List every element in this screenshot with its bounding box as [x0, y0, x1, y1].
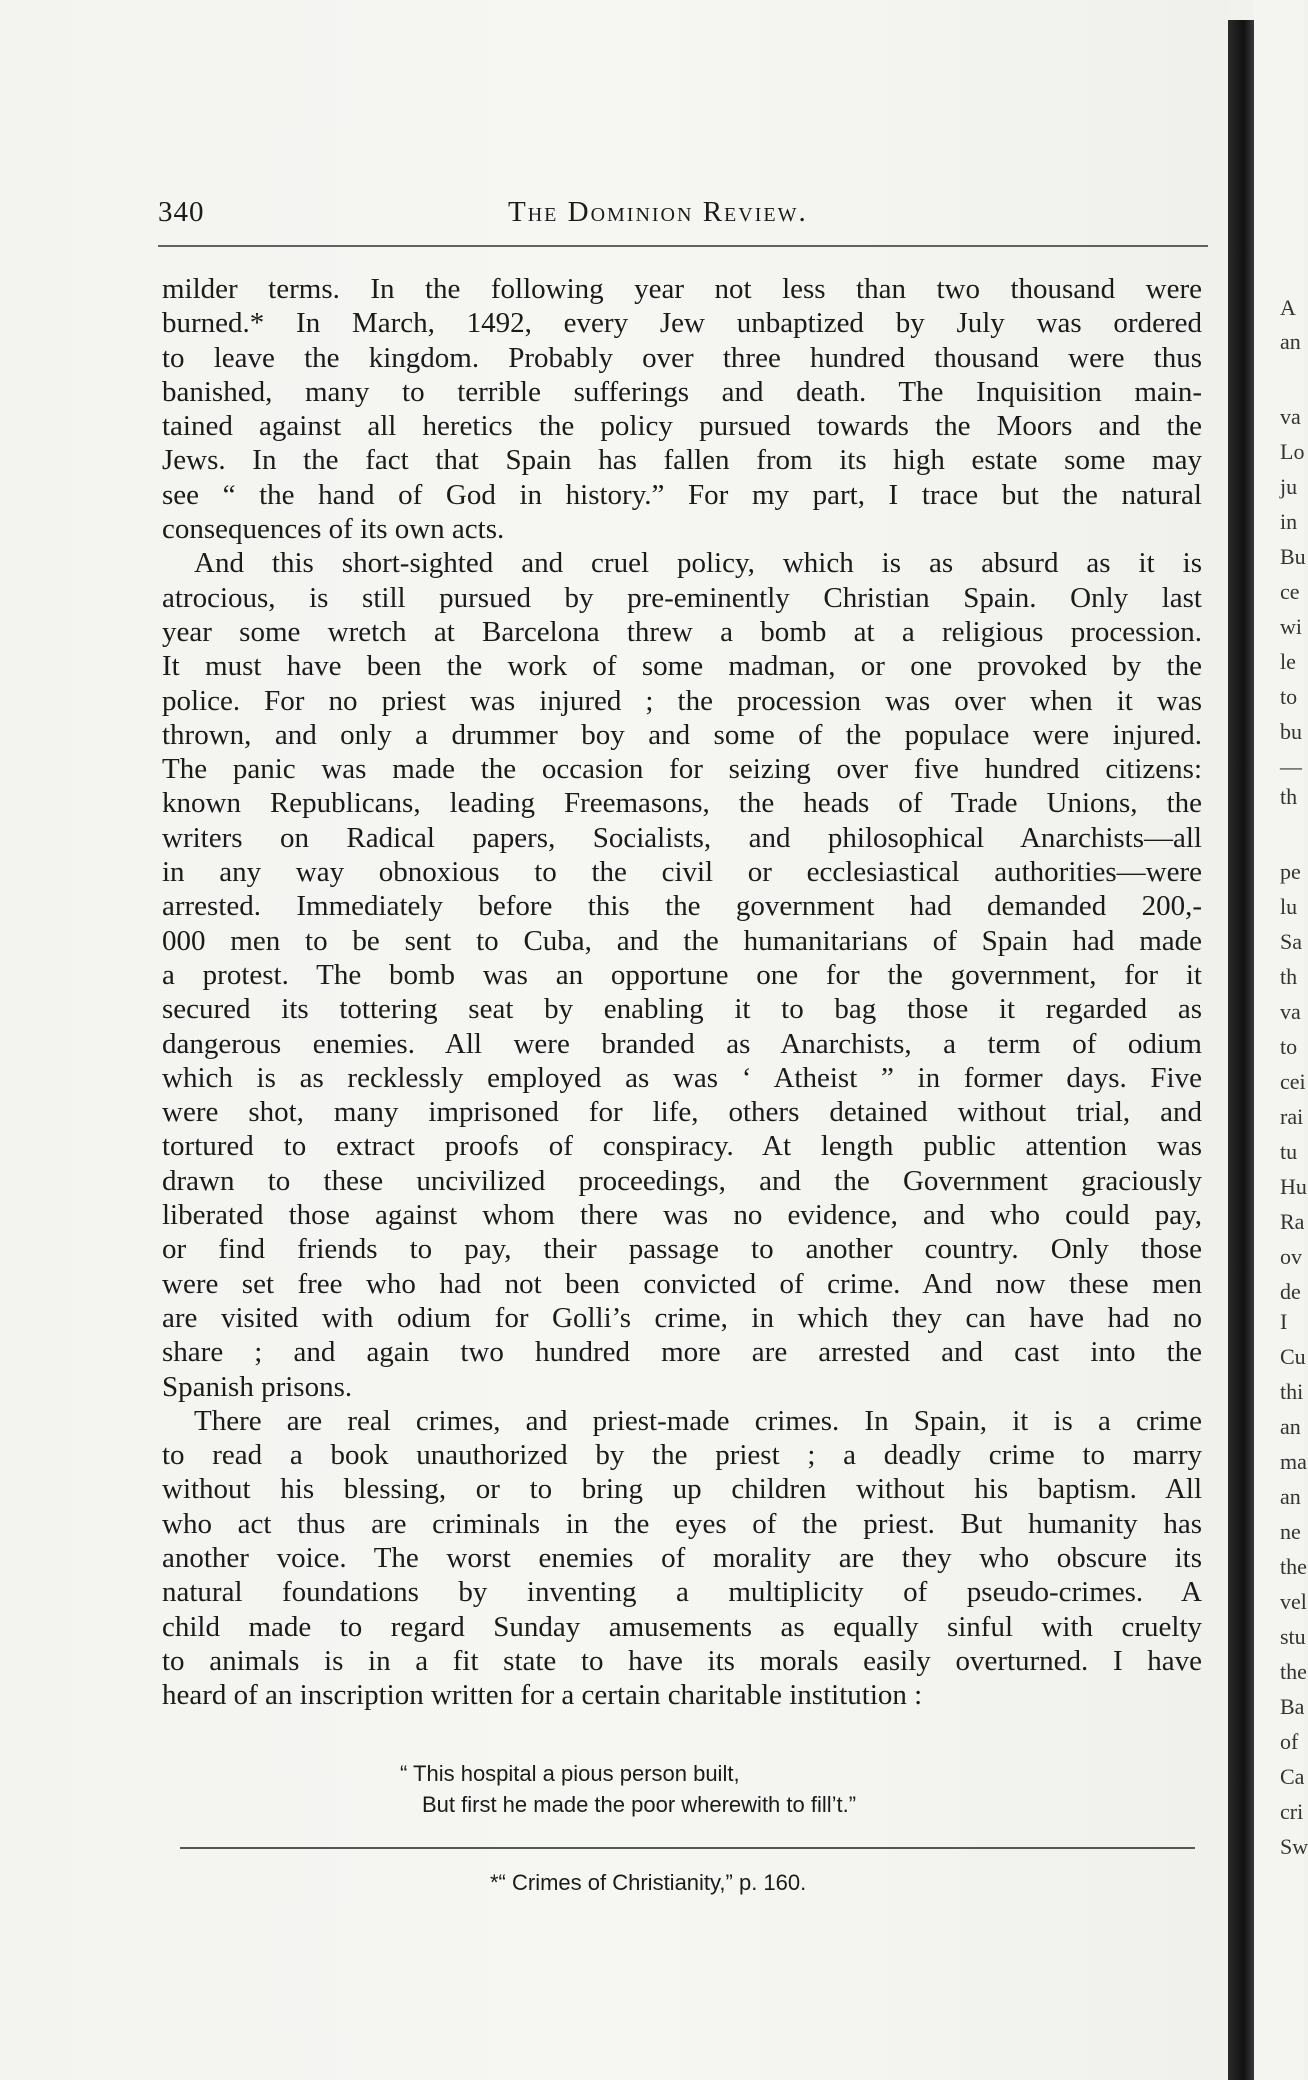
text-line: share ; and again two hundred more are arrested and cast into the — [162, 1336, 1202, 1369]
text-line: drawn to these uncivilized proceedings, and the Government graciously — [162, 1164, 1202, 1197]
text-line: tortured to extract proofs of conspiracy. At length public attention was — [162, 1130, 1202, 1163]
facing-fragment: va — [1280, 404, 1301, 429]
facing-fragment: Sw — [1280, 1834, 1308, 1859]
facing-fragment: Bu — [1280, 544, 1306, 569]
facing-fragment: ne — [1280, 1519, 1301, 1544]
facing-fragment: ov — [1280, 1244, 1302, 1269]
facing-fragment: cri — [1280, 1799, 1304, 1824]
text-line: another voice. The worst enemies of morality are they who obscure its — [162, 1541, 1202, 1574]
facing-fragment: pe — [1280, 859, 1301, 884]
facing-fragment: Ca — [1280, 1764, 1305, 1789]
facing-fragment: ma — [1280, 1449, 1307, 1474]
body-text — [162, 272, 1202, 1712]
header-rule — [158, 245, 1208, 247]
running-title: The Dominion Review. — [508, 196, 808, 228]
facing-fragment: I — [1280, 1309, 1288, 1334]
text-line: It must have been the work of some madman, or one provoked by the — [162, 650, 1202, 683]
facing-fragment: in — [1280, 509, 1298, 534]
facing-fragment: the — [1280, 1554, 1307, 1579]
text-line: to leave the kingdom. Probably over three hundred thousand were thus — [162, 341, 1202, 374]
facing-fragment: Hu — [1280, 1174, 1307, 1199]
text-line: Jews. In the fact that Spain has fallen from its high estate some may — [162, 444, 1202, 477]
facing-fragment: stu — [1280, 1624, 1306, 1649]
facing-fragment: to — [1280, 1034, 1298, 1059]
text-line: liberated those against whom there was no evidence, and who could pay, — [162, 1199, 1202, 1232]
text-line: burned.* In March, 1492, every Jew unbaptized by July was ordered — [162, 307, 1202, 340]
text-line: tained against all heretics the policy pursued towards the Moors and the — [162, 410, 1202, 443]
facing-fragment: the — [1280, 1659, 1307, 1684]
book-gutter — [1228, 20, 1254, 2080]
text-line: without his blessing, or to bring up children without his baptism. All — [162, 1473, 1202, 1506]
facing-fragment: Lo — [1280, 439, 1305, 464]
facing-fragment: of — [1280, 1729, 1299, 1754]
facing-fragment: va — [1280, 999, 1301, 1024]
text-line: are visited with odium for Golli’s crime, in which they can have had no — [162, 1301, 1202, 1334]
page-number: 340 — [158, 196, 205, 228]
text-line: year some wretch at Barcelona threw a bomb at a religious procession. — [162, 615, 1202, 648]
text-line: consequences of its own acts. — [162, 513, 505, 546]
text-line: who act thus are criminals in the eyes of the priest. But humanity has — [162, 1507, 1202, 1540]
text-line: which is as recklessly employed as was ‘ Atheist ” in former days. Five — [162, 1061, 1202, 1094]
facing-fragment: an — [1280, 1414, 1301, 1439]
text-line: heard of an inscription written for a certain charitable institution : — [162, 1679, 923, 1712]
facing-fragment: wi — [1280, 614, 1302, 639]
text-line: atrocious, is still pursued by pre-eminently Christian Spain. Only last — [162, 581, 1202, 614]
text-line: The panic was made the occasion for seizing over five hundred citizens: — [162, 753, 1202, 786]
page-header — [158, 196, 1208, 236]
text-line: milder terms. In the following year not less than two thousand were — [162, 273, 1202, 305]
quoted-verse — [400, 1758, 856, 1820]
facing-fragment: an — [1280, 1484, 1301, 1509]
paragraph-start: There are real crimes, and priest-made crimes. In Spain, it is a crime — [194, 1404, 1202, 1437]
text-line: thrown, and only a drummer boy and some of the populace were injured. — [162, 718, 1202, 751]
facing-fragment: cei — [1280, 1069, 1306, 1094]
facing-fragment: A — [1280, 295, 1296, 320]
text-line: child made to regard Sunday amusements as equally sinful with cruelty — [162, 1610, 1202, 1643]
text-line: in any way obnoxious to the civil or ecclesiastical authorities—were — [162, 856, 1202, 889]
text-line: to animals is in a fit state to have its morals easily overturned. I have — [162, 1644, 1202, 1677]
facing-fragment: — — [1280, 754, 1302, 779]
text-line: banished, many to terrible sufferings and death. The Inquisition main- — [162, 375, 1202, 408]
footnote: *“ Crimes of Christianity,” p. 160. — [490, 1870, 807, 1895]
facing-fragment: bu — [1280, 719, 1302, 744]
text-line: a protest. The bomb was an opportune one for the government, for it — [162, 958, 1202, 991]
text-line: to read a book unauthorized by the priest ; a deadly crime to marry — [162, 1439, 1202, 1472]
text-line: 000 men to be sent to Cuba, and the humanitarians of Spain had made — [162, 924, 1202, 957]
facing-fragment: thi — [1280, 1379, 1304, 1404]
facing-fragment: ce — [1280, 579, 1300, 604]
verse-line: “ This hospital a pious person built, — [400, 1761, 740, 1786]
text-line: Spanish prisons. — [162, 1370, 353, 1403]
facing-fragment: Ra — [1280, 1209, 1305, 1234]
facing-fragment: th — [1280, 784, 1298, 809]
text-line: or find friends to pay, their passage to another country. Only those — [162, 1233, 1202, 1266]
facing-fragment: Sa — [1280, 929, 1302, 954]
text-line: were set free who had not been convicted of crime. And now these men — [162, 1267, 1202, 1300]
facing-fragment: ju — [1280, 474, 1298, 499]
text-line: natural foundations by inventing a multiplicity of pseudo-crimes. A — [162, 1576, 1202, 1609]
text-line: police. For no priest was injured ; the procession was over when it was — [162, 684, 1202, 717]
facing-fragment: Cu — [1280, 1344, 1306, 1369]
facing-fragment: to — [1280, 684, 1298, 709]
text-line: dangerous enemies. All were branded as Anarchists, a term of odium — [162, 1027, 1202, 1060]
facing-fragment: tu — [1280, 1139, 1298, 1164]
facing-fragment: rai — [1280, 1104, 1304, 1129]
facing-fragment: lu — [1280, 894, 1298, 919]
footnote-rule — [180, 1847, 1195, 1849]
text-line: arrested. Immediately before this the government had demanded 200,- — [162, 890, 1202, 923]
paragraph-start: And this short-sighted and cruel policy, which is as absurd as it is — [194, 547, 1202, 580]
facing-fragment: th — [1280, 964, 1298, 989]
text-line: writers on Radical papers, Socialists, and philosophical Anarchists—all — [162, 821, 1202, 854]
facing-fragment: le — [1280, 649, 1296, 674]
facing-fragment: an — [1280, 329, 1301, 354]
facing-fragment: vel — [1280, 1589, 1307, 1614]
text-line: were shot, many imprisoned for life, others detained without trial, and — [162, 1096, 1202, 1129]
text-line: known Republicans, leading Freemasons, the heads of Trade Unions, the — [162, 787, 1202, 820]
facing-fragment: de — [1280, 1279, 1301, 1304]
facing-page-edge — [1254, 0, 1308, 2080]
facing-fragment: Ba — [1280, 1694, 1305, 1719]
text-line: see “ the hand of God in history.” For my part, I trace but the natural — [162, 478, 1202, 511]
text-line: secured its tottering seat by enabling it to bag those it regarded as — [162, 993, 1202, 1026]
verse-line: But first he made the poor wherewith to fill’t.” — [422, 1792, 857, 1817]
